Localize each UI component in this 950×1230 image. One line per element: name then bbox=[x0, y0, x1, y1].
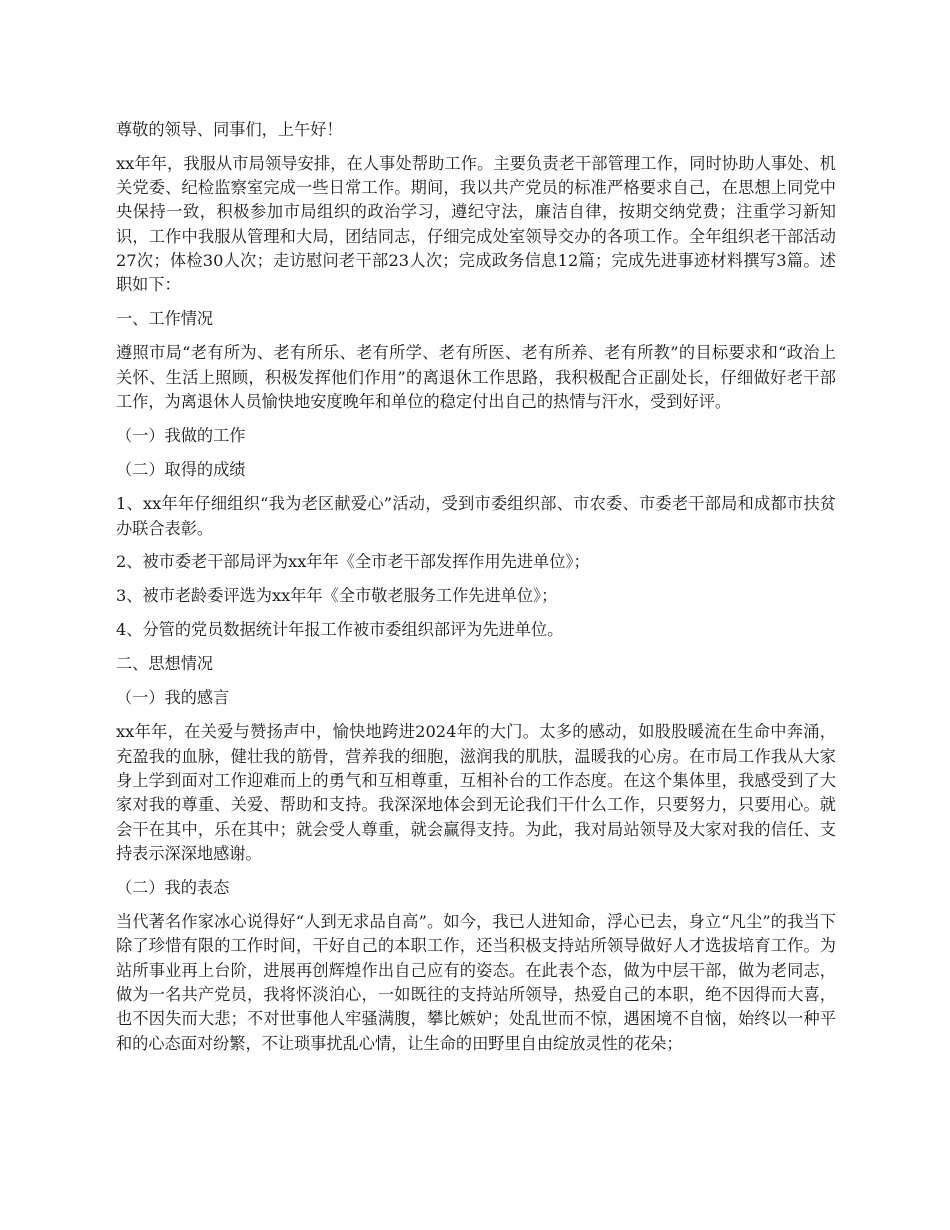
achievement-item: 3、被市老龄委评选为xx年年《全市敬老服务工作先进单位》； bbox=[116, 586, 558, 606]
subheading-reflections: （一）我的感言 bbox=[116, 688, 230, 708]
section-heading-thoughts: 二、思想情况 bbox=[116, 653, 214, 673]
greeting: 尊敬的领导、同事们，上午好！ bbox=[116, 120, 343, 139]
subheading-commitment: （二）我的表态 bbox=[116, 877, 230, 897]
reflections-paragraph: xx年年，在关爱与赞扬声中，愉快地跨进2024年的大门。太多的感动，如股股暖流在生命中奔涌，充盈我的血脉，健壮我的筋骨，营养我的细胞，滋润我的肌肤，温暖我的心房。在市局工作我从大家身上学到面对工作迎难而上的勇气和互相尊重，互相补台的工作态度。在这个集体里，我感受到了大家对我的尊重、关爱、帮助和支持。我深深地体会到无论我们干什么工作，只要努力，只要用心。就会干在其中，乐在其中；就会受人尊重，就会赢得支持。为此，我对局站领导及大家对我的信任、支持表示深深地感谢。 bbox=[116, 722, 836, 863]
achievement-item: 1、xx年年仔细组织“我为老区献爱心”活动，受到市委组织部、市农委、市委老干部局和成都市扶贫办联合表彰。 bbox=[116, 494, 836, 538]
intro-paragraph: xx年年，我服从市局领导安排，在人事处帮助工作。主要负责老干部管理工作，同时协助人事处、机关党委、纪检监察室完成一些日常工作。期间，我以共产党员的标准严格要求自己，在思想上同党中央保持一致，积极参加市局组织的政治学习，遵纪守法，廉洁自律，按期交纳党费；注重学习新知识，工作中我服从管理和大局，团结同志，仔细完成处室领导交办的各项工作。全年组织老干部活动27次；体检30人次；走访慰问老干部23人次；完成政务信息12篇；完成先进事迹材料撰写3篇。述职如下： bbox=[116, 153, 836, 295]
commitment-paragraph: 当代著名作家冰心说得好“人到无求品自高”。如今，我已人进知命，浮心已去，身立“凡尘”的我当下除了珍惜有限的工作时间，干好自己的本职工作，还当积极支持站所领导做好人才选拔培育工作。为站所事业再上台阶，进展再创辉煌作出自己应有的姿态。在此表个态，做为中层干部，做为老同志，做为一名共产党员，我将怀淡泊心，一如既往的支持站所领导，热爱自己的本职，绝不因得而大喜，也不因失而大悲；不对世事他人牢骚满腹，攀比嫉妒；处乱世而不惊，遇困境不自恼，始终以一种平和的心态面对纷繁，不让琐事扰乱心情，让生命的田野里自由绽放灵性的花朵； bbox=[116, 912, 836, 1053]
document-page bbox=[116, 118, 836, 1065]
achievement-item: 2、被市委老干部局评为xx年年《全市老干部发挥作用先进单位》； bbox=[116, 552, 590, 572]
work-paragraph: 遵照市局“老有所为、老有所乐、老有所学、老有所医、老有所养、老有所教”的目标要求和“政治上关怀、生活上照顾，积极发挥他们作用”的离退休工作思路，我积极配合正副处长，仔细做好老干部工作，为离退休人员愉快地安度晚年和单位的稳定付出自己的热情与汗水，受到好评。 bbox=[116, 343, 836, 411]
achievement-item: 4、分管的党员数据统计年报工作被市委组织部评为先进单位。 bbox=[116, 620, 564, 640]
section-heading-work: 一、工作情况 bbox=[116, 309, 214, 329]
subheading-achievements: （二）取得的成绩 bbox=[116, 460, 246, 480]
subheading-my-work: （一）我做的工作 bbox=[116, 425, 246, 445]
